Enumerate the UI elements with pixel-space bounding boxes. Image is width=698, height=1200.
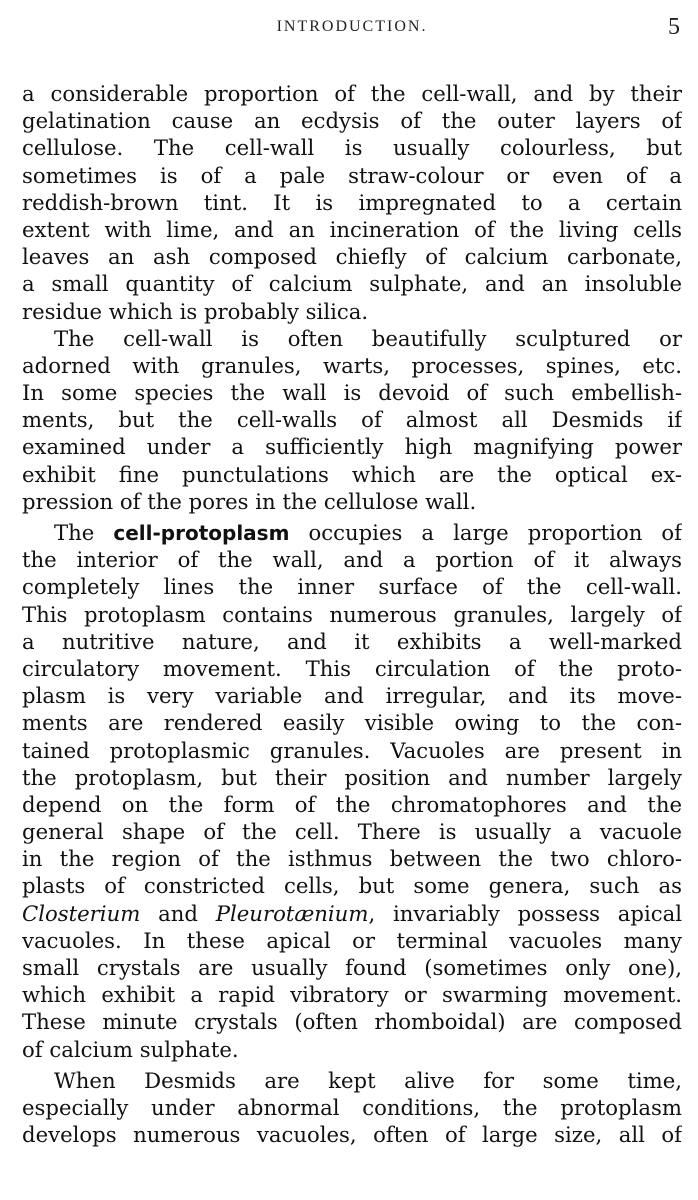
text-line: develops numerous vacuoles, often of large size, all of [22, 1122, 682, 1148]
text-line: the protoplasm, but their position and number largely [22, 764, 682, 790]
text-fragment: The [54, 520, 114, 545]
text-line: leaves an ash composed chiefly of calcium carbonate, [22, 244, 682, 270]
text-line: This protoplasm contains numerous granules, largely of [22, 601, 682, 627]
body-text [22, 80, 682, 1148]
text-line: cellulose. The cell-wall is usually colourless, but [22, 135, 682, 161]
text-line: of calcium sulphate. [22, 1036, 239, 1062]
text-line: residue which is probably silica. [22, 298, 369, 324]
genus-name: Closterium [22, 900, 141, 926]
bold-term: cell-protoplasm [113, 521, 290, 545]
text-line [22, 900, 682, 927]
text-line: which exhibit a rapid vibratory or swarming movement. [22, 982, 682, 1008]
text-line: a nutritive nature, and it exhibits a well-marked [22, 628, 682, 654]
text-line: plasm is very variable and irregular, and its move- [22, 683, 682, 709]
text-line: plasts of constricted cells, but some genera, such as [22, 873, 682, 899]
text-line: exhibit fine punctulations which are the optical ex- [22, 461, 682, 487]
text-line [22, 519, 682, 546]
text-line: reddish-brown tint. It is impregnated to a certain [22, 189, 682, 215]
text-line: the interior of the wall, and a portion of it always [22, 547, 682, 573]
genus-name: Pleurotænium [215, 900, 369, 926]
text-line: small crystals are usually found (sometimes only one), [22, 955, 682, 980]
text-line: ments are rendered easily visible owing to the con- [22, 710, 682, 736]
text-line: tained protoplasmic granules. Vacuoles are present in [22, 737, 682, 763]
text-line: When Desmids are kept alive for some time, [54, 1067, 682, 1093]
text-line: gelatination cause an ecdysis of the outer layers of [22, 108, 682, 134]
text-line: sometimes is of a pale straw-colour or even of a [22, 162, 682, 188]
text-line: The cell-wall is often beautifully sculptured or [54, 325, 682, 351]
text-line: extent with lime, and an incineration of the living cells [22, 216, 682, 242]
text-line: In some species the wall is devoid of such embellish- [22, 380, 682, 406]
text-line: circulatory movement. This circulation of the proto- [22, 655, 682, 681]
text-line: These minute crystals (often rhomboidal) are composed [22, 1009, 682, 1035]
text-line: examined under a sufficiently high magnifying power [22, 434, 682, 460]
text-line: vacuoles. In these apical or terminal vacuoles many [22, 927, 682, 953]
text-line: a small quantity of calcium sulphate, and an insoluble [22, 271, 682, 297]
text-line: completely lines the inner surface of the cell-wall. [22, 574, 682, 600]
text-fragment: occupies a large proportion of [289, 520, 682, 545]
text-line: in the region of the isthmus between the two chloro- [22, 846, 682, 872]
text-line: depend on the form of the chromatophores and the [22, 791, 682, 817]
text-fragment: and [140, 900, 216, 926]
text-line: a considerable proportion of the cell-wall, and by their [22, 81, 682, 106]
page-number: 5 [668, 14, 680, 40]
text-line: ments, but the cell-walls of almost all Desmids if [22, 407, 682, 433]
text-fragment: , invariably possess apical [368, 900, 682, 926]
text-line: general shape of the cell. There is usually a vacuole [22, 819, 682, 845]
text-line: especially under abnormal conditions, the protoplasm [22, 1094, 682, 1120]
running-title: INTRODUCTION. [276, 18, 428, 35]
text-line: adorned with granules, warts, processes, spines, etc. [22, 352, 682, 378]
text-line: pression of the pores in the cellulose wall. [22, 488, 477, 514]
running-header [22, 14, 682, 54]
